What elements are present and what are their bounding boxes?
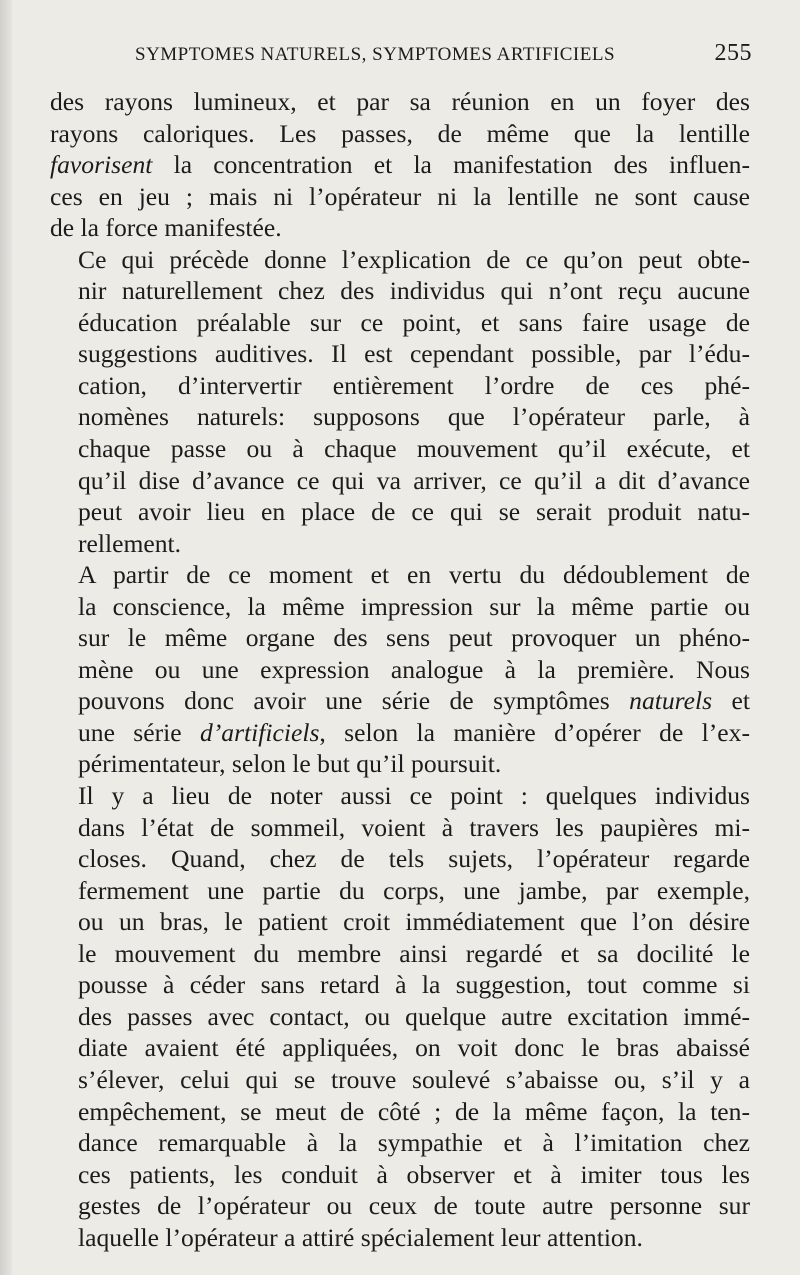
text-line: chaque passe ou à chaque mouvement qu’il exécute, et	[78, 434, 750, 464]
running-title: SYMPTOMES NATURELS, SYMPTOMES ARTIFICIELS	[135, 44, 616, 65]
paragraph	[50, 780, 750, 1253]
text-line: diate avaient été appliquées, on voit donc le bras abaissé	[78, 1033, 750, 1063]
paragraph	[50, 244, 750, 559]
text-line: Il y a lieu de noter aussi ce point : quelques individus	[78, 781, 750, 811]
text-line: A partir de ce moment et en vertu du dédoublement de	[78, 560, 750, 590]
text-line: nir naturellement chez des individus qui n’ont reçu aucune	[78, 276, 750, 306]
text-segment: pouvons donc avoir une série de symptômes	[78, 686, 630, 716]
text-line: éducation préalable sur ce point, et sans faire usage de	[78, 307, 750, 337]
text-line: dance remarquable à la sympathie et à l’imitation chez	[78, 1128, 750, 1158]
text-segment: , selon la manière d’opérer de l’ex-	[319, 717, 750, 747]
text-line: mène ou une expression analogue à la première. Nous	[78, 654, 750, 684]
text-line: des passes avec contact, ou quelque autre excitation immé-	[78, 1001, 750, 1031]
text-line: gestes de l’opérateur ou ceux de toute autre personne sur	[78, 1191, 750, 1221]
text-line: laquelle l’opérateur a attiré spécialement leur attention.	[78, 1222, 643, 1252]
text-line: ces en jeu ; mais ni l’opérateur ni la lentille ne sont cause	[50, 181, 750, 211]
text-line	[50, 685, 750, 717]
italic-text: favorisent	[50, 150, 153, 180]
text-line	[50, 717, 750, 749]
text-line: empêchement, se meut de côté ; de la même façon, la ten-	[78, 1096, 750, 1126]
body-text	[50, 86, 750, 1253]
text-line: périmentateur, selon le but qu’il poursuit.	[78, 749, 502, 779]
text-line: rayons caloriques. Les passes, de même que la lentille	[50, 118, 750, 148]
text-line: nomènes naturels: supposons que l’opérateur parle, à	[78, 402, 750, 432]
italic-text: d’artificiels	[199, 717, 320, 747]
running-head	[135, 40, 752, 70]
paragraph	[50, 86, 750, 244]
page-number: 255	[714, 40, 752, 66]
text-segment: une série	[78, 717, 200, 747]
text-line: Ce qui précède donne l’explication de ce qu’on peut obte-	[78, 244, 750, 274]
text-line: le mouvement du membre ainsi regardé et sa docilité le	[78, 938, 750, 968]
text-line: pousse à céder sans retard à la suggestion, tout comme si	[78, 970, 750, 1000]
text-segment: et	[712, 686, 750, 716]
text-line: des rayons lumineux, et par sa réunion en un foyer des	[50, 87, 750, 116]
text-line: qu’il dise d’avance ce qui va arriver, ce qu’il a dit d’avance	[78, 465, 750, 495]
text-line: de la force manifestée.	[50, 213, 282, 243]
paragraph	[50, 559, 750, 780]
text-line: fermement une partie du corps, une jambe, par exemple,	[78, 875, 750, 905]
text-line: s’élever, celui qui se trouve soulevé s’abaisse ou, s’il y a	[78, 1064, 750, 1094]
text-line: closes. Quand, chez de tels sujets, l’opérateur regarde	[78, 844, 750, 874]
text-line: rellement.	[78, 528, 182, 558]
italic-text: naturels	[629, 686, 713, 716]
text-line: ces patients, les conduit à observer et à imiter tous les	[78, 1159, 750, 1189]
text-line	[50, 149, 750, 181]
text-line: peut avoir lieu en place de ce qui se serait produit natu-	[78, 497, 750, 527]
text-line: cation, d’intervertir entièrement l’ordre de ces phé-	[78, 370, 750, 400]
text-line: dans l’état de sommeil, voient à travers les paupières mi-	[78, 812, 750, 842]
text-line: ou un bras, le patient croit immédiatement que l’on désire	[78, 907, 750, 937]
text-line: sur le même organe des sens peut provoquer un phéno-	[78, 623, 750, 653]
text-segment: la concentration et la manifestation des influen-	[152, 150, 750, 180]
text-line: suggestions auditives. Il est cependant possible, par l’édu-	[78, 339, 750, 369]
text-line: la conscience, la même impression sur la même partie ou	[78, 591, 750, 621]
